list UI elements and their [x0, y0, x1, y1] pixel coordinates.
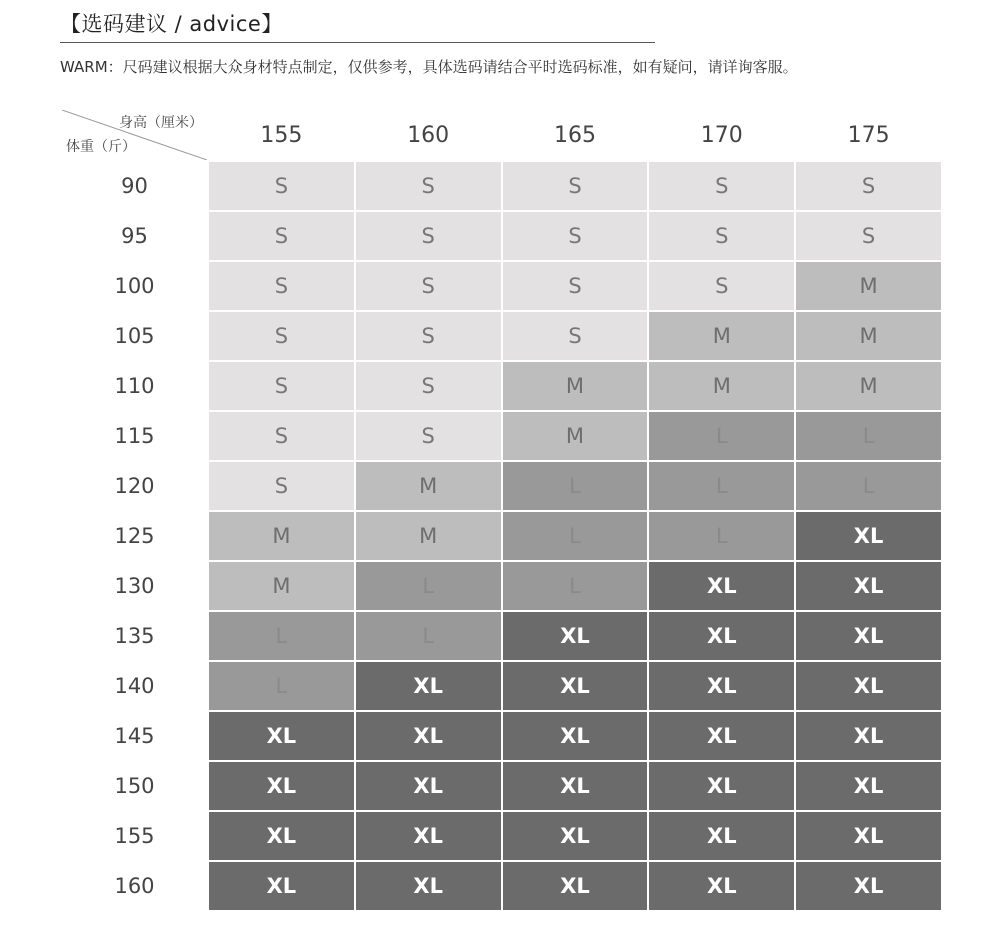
- size-cell: XL: [355, 761, 502, 811]
- size-cell: S: [208, 361, 355, 411]
- weight-cell: 155: [61, 811, 208, 861]
- page-title: 【选码建议 / advice】: [60, 12, 283, 36]
- size-cell: L: [502, 461, 649, 511]
- size-cell: XL: [648, 811, 795, 861]
- weight-cell: 90: [61, 161, 208, 211]
- weight-cell: 120: [61, 461, 208, 511]
- size-cell: XL: [795, 661, 942, 711]
- table-row: [61, 861, 942, 911]
- size-cell: S: [208, 211, 355, 261]
- height-header-155: 155: [208, 109, 355, 161]
- weight-cell: 125: [61, 511, 208, 561]
- size-cell: S: [355, 361, 502, 411]
- corner-header-cell: [61, 109, 208, 161]
- table-row: [61, 711, 942, 761]
- size-cell: S: [648, 261, 795, 311]
- height-axis-label: 身高（厘米）: [119, 115, 203, 131]
- size-cell: S: [502, 261, 649, 311]
- size-cell: XL: [648, 661, 795, 711]
- size-cell: L: [208, 611, 355, 661]
- size-advice-note: WARM：尺码建议根据大众身材特点制定，仅供参考，具体选码请结合平时选码标准，如有疑问，请详询客服。: [60, 58, 798, 76]
- size-chart-table: [60, 108, 943, 912]
- size-cell: L: [648, 461, 795, 511]
- size-cell: L: [648, 411, 795, 461]
- size-cell: XL: [502, 861, 649, 911]
- weight-cell: 130: [61, 561, 208, 611]
- size-cell: S: [502, 311, 649, 361]
- height-header-175: 175: [795, 109, 942, 161]
- size-cell: S: [355, 411, 502, 461]
- weight-cell: 145: [61, 711, 208, 761]
- size-cell: XL: [502, 611, 649, 661]
- weight-cell: 150: [61, 761, 208, 811]
- size-cell: S: [355, 161, 502, 211]
- weight-cell: 105: [61, 311, 208, 361]
- height-header-160: 160: [355, 109, 502, 161]
- table-row: [61, 161, 942, 211]
- weight-cell: 160: [61, 861, 208, 911]
- height-header-165: 165: [502, 109, 649, 161]
- size-cell: XL: [502, 761, 649, 811]
- size-cell: S: [502, 211, 649, 261]
- size-cell: XL: [208, 711, 355, 761]
- size-cell: M: [208, 561, 355, 611]
- size-cell: M: [355, 461, 502, 511]
- weight-cell: 100: [61, 261, 208, 311]
- size-cell: S: [208, 311, 355, 361]
- size-cell: XL: [502, 811, 649, 861]
- table-row: [61, 811, 942, 861]
- size-cell: M: [795, 311, 942, 361]
- table-row: [61, 761, 942, 811]
- size-cell: S: [208, 461, 355, 511]
- size-cell: L: [355, 611, 502, 661]
- size-cell: XL: [502, 711, 649, 761]
- size-cell: L: [208, 661, 355, 711]
- size-cell: S: [648, 161, 795, 211]
- size-cell: L: [795, 411, 942, 461]
- size-cell: XL: [355, 711, 502, 761]
- size-cell: XL: [648, 561, 795, 611]
- size-cell: XL: [355, 661, 502, 711]
- weight-cell: 135: [61, 611, 208, 661]
- size-cell: M: [502, 361, 649, 411]
- table-row: [61, 461, 942, 511]
- weight-cell: 110: [61, 361, 208, 411]
- table-row: [61, 261, 942, 311]
- table-row: [61, 211, 942, 261]
- size-cell: XL: [648, 611, 795, 661]
- size-cell: S: [355, 311, 502, 361]
- size-cell: M: [208, 511, 355, 561]
- size-cell: L: [648, 511, 795, 561]
- table-row: [61, 511, 942, 561]
- size-cell: M: [648, 361, 795, 411]
- size-cell: M: [502, 411, 649, 461]
- size-cell: L: [502, 561, 649, 611]
- size-cell: M: [795, 361, 942, 411]
- title-divider: [60, 42, 655, 43]
- size-cell: L: [355, 561, 502, 611]
- size-cell: M: [355, 511, 502, 561]
- size-cell: M: [648, 311, 795, 361]
- size-cell: XL: [795, 561, 942, 611]
- table-row: [61, 411, 942, 461]
- size-cell: S: [208, 411, 355, 461]
- size-cell: XL: [795, 811, 942, 861]
- size-cell: L: [795, 461, 942, 511]
- table-row: [61, 611, 942, 661]
- height-header-row: [61, 109, 942, 161]
- table-row: [61, 361, 942, 411]
- size-cell: XL: [795, 711, 942, 761]
- size-cell: S: [355, 261, 502, 311]
- size-cell: XL: [208, 861, 355, 911]
- size-cell: XL: [208, 811, 355, 861]
- size-cell: XL: [502, 661, 649, 711]
- size-cell: XL: [208, 761, 355, 811]
- table-row: [61, 311, 942, 361]
- weight-cell: 115: [61, 411, 208, 461]
- size-cell: S: [795, 211, 942, 261]
- size-cell: M: [795, 261, 942, 311]
- size-cell: XL: [795, 511, 942, 561]
- weight-cell: 95: [61, 211, 208, 261]
- size-cell: XL: [795, 611, 942, 661]
- size-cell: XL: [795, 761, 942, 811]
- size-cell: XL: [795, 861, 942, 911]
- size-cell: L: [502, 511, 649, 561]
- size-cell: XL: [648, 861, 795, 911]
- table-row: [61, 561, 942, 611]
- size-cell: S: [208, 261, 355, 311]
- size-cell: S: [795, 161, 942, 211]
- size-cell: S: [355, 211, 502, 261]
- size-cell: S: [502, 161, 649, 211]
- size-cell: XL: [355, 861, 502, 911]
- table-row: [61, 661, 942, 711]
- height-header-170: 170: [648, 109, 795, 161]
- size-cell: S: [208, 161, 355, 211]
- size-cell: XL: [648, 711, 795, 761]
- size-cell: XL: [648, 761, 795, 811]
- size-chart-body: [61, 161, 942, 911]
- size-cell: XL: [355, 811, 502, 861]
- size-cell: S: [648, 211, 795, 261]
- weight-axis-label: 体重（斤）: [66, 139, 136, 155]
- weight-cell: 140: [61, 661, 208, 711]
